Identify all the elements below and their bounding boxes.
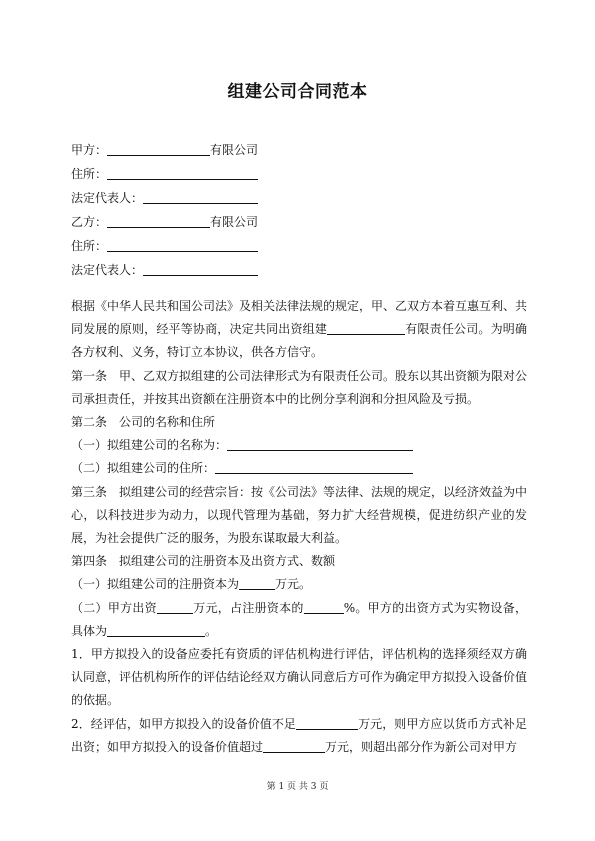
company-name-field-blank (227, 437, 413, 451)
party-b-address-label: 住所： (71, 239, 108, 253)
party-a-suffix: 有限公司 (210, 143, 259, 157)
page-footer: 第 1 页 共 3 页 (266, 782, 329, 792)
party-a-label: 甲方： (71, 143, 108, 157)
party-b-label: 乙方： (71, 215, 108, 229)
party-b-suffix: 有限公司 (210, 215, 259, 229)
registered-capital-unit: 万元。 (275, 577, 312, 592)
company-address-label: （二）拟组建公司的住所： (71, 461, 216, 476)
paragraph-preamble (71, 295, 527, 365)
paragraph-article-1: 第一条 甲、乙双方拟组建的公司法律形式为有限责任公司。股东以其出资额为限对公司承担责任，并按其出资额在注册资本中的比例分享利润和分担风险及亏损。 (71, 368, 528, 406)
paragraph-company-address (71, 457, 527, 480)
party-b-name-blank (107, 213, 210, 228)
paragraph-article-4: 第四条 拟组建公司的注册资本及出资方式、数额 (71, 554, 336, 569)
party-a-rep-blank (143, 189, 258, 204)
parties-block (71, 139, 531, 283)
contribution-detail-blank (107, 623, 205, 637)
party-b-rep-blank (143, 261, 258, 276)
paragraph-article-3: 第三条 拟组建公司的经营宗旨：按《公司法》等法律、法规的规定，以经济效益为中心，以科技进步为动力，以现代管理为基础，努力扩大经营规模，促进纺织产业的发展，为社会提供广泛的服务，为股东谋取最大利益。 (71, 484, 528, 546)
party-b-address-line (71, 235, 531, 259)
company-name-blank (327, 321, 405, 335)
registered-capital-blank (239, 576, 275, 590)
party-b-address-blank (107, 237, 258, 252)
party-b-rep-line (71, 259, 531, 283)
clause-2-part-3: 万元，则超出部分作为新公司对甲方 (325, 739, 518, 754)
party-a-address-label: 住所： (71, 167, 108, 181)
paragraph-clause-2 (71, 713, 527, 759)
party-a-address-blank (107, 165, 258, 180)
contract-body (71, 295, 527, 759)
paragraph-clause-1: 1．甲方拟投入的设备应委托有资质的评估机构进行评估，评估机构的选择须经双方确认同意，评估机构所作的评估结论经双方确认同意后方可作为确定甲方拟投入设备价值的依据。 (71, 647, 528, 708)
paragraph-registered-capital (71, 573, 527, 596)
company-name-label: （一）拟组建公司的名称为： (71, 438, 228, 453)
paragraph-party-a-contribution (71, 597, 527, 643)
contribution-label: （二）甲方出资 (71, 600, 157, 615)
contribution-end: 。 (205, 623, 218, 638)
registered-capital-label: （一）拟组建公司的注册资本为 (71, 577, 240, 592)
contribution-share-label: 万元，占注册资本的 (192, 600, 304, 615)
contribution-percent-blank (304, 600, 344, 614)
contribution-method-label: %。甲方的出资方式为实物设备，具体为 (71, 600, 527, 638)
party-a-rep-line (71, 187, 531, 211)
contribution-amount-blank (157, 600, 193, 614)
clause-2-part-2: 万元，则甲方应以货币方式补足出资；如甲方拟投入的设备价值超过 (71, 716, 527, 754)
paragraph-article-2: 第二条 公司的名称和住所 (71, 415, 216, 430)
preamble-part-2: 有限责任公司。为明确各方权利、义务，特订立本协议，供各方信守。 (71, 322, 527, 360)
clause-2-blank-2 (263, 739, 325, 753)
party-b-rep-label: 法定代表人： (71, 263, 144, 277)
clause-2-part-1: 2．经评估，如甲方拟投入的设备价值不足 (71, 716, 296, 731)
party-b-name-line (71, 211, 531, 235)
company-address-field-blank (215, 460, 413, 474)
paragraph-company-name (71, 434, 527, 457)
party-a-address-line (71, 163, 531, 187)
party-a-rep-label: 法定代表人： (71, 191, 144, 205)
document-title: 组建公司合同范本 (227, 82, 368, 102)
party-a-name-line (71, 139, 531, 163)
clause-2-blank-1 (296, 716, 358, 730)
party-a-name-blank (107, 141, 210, 156)
preamble-part-1: 根据《中华人民共和国公司法》及相关法律法规的规定，甲、乙双方本着互惠互利、共同发展的原则，经平等协商，决定共同出资组建 (71, 299, 528, 337)
